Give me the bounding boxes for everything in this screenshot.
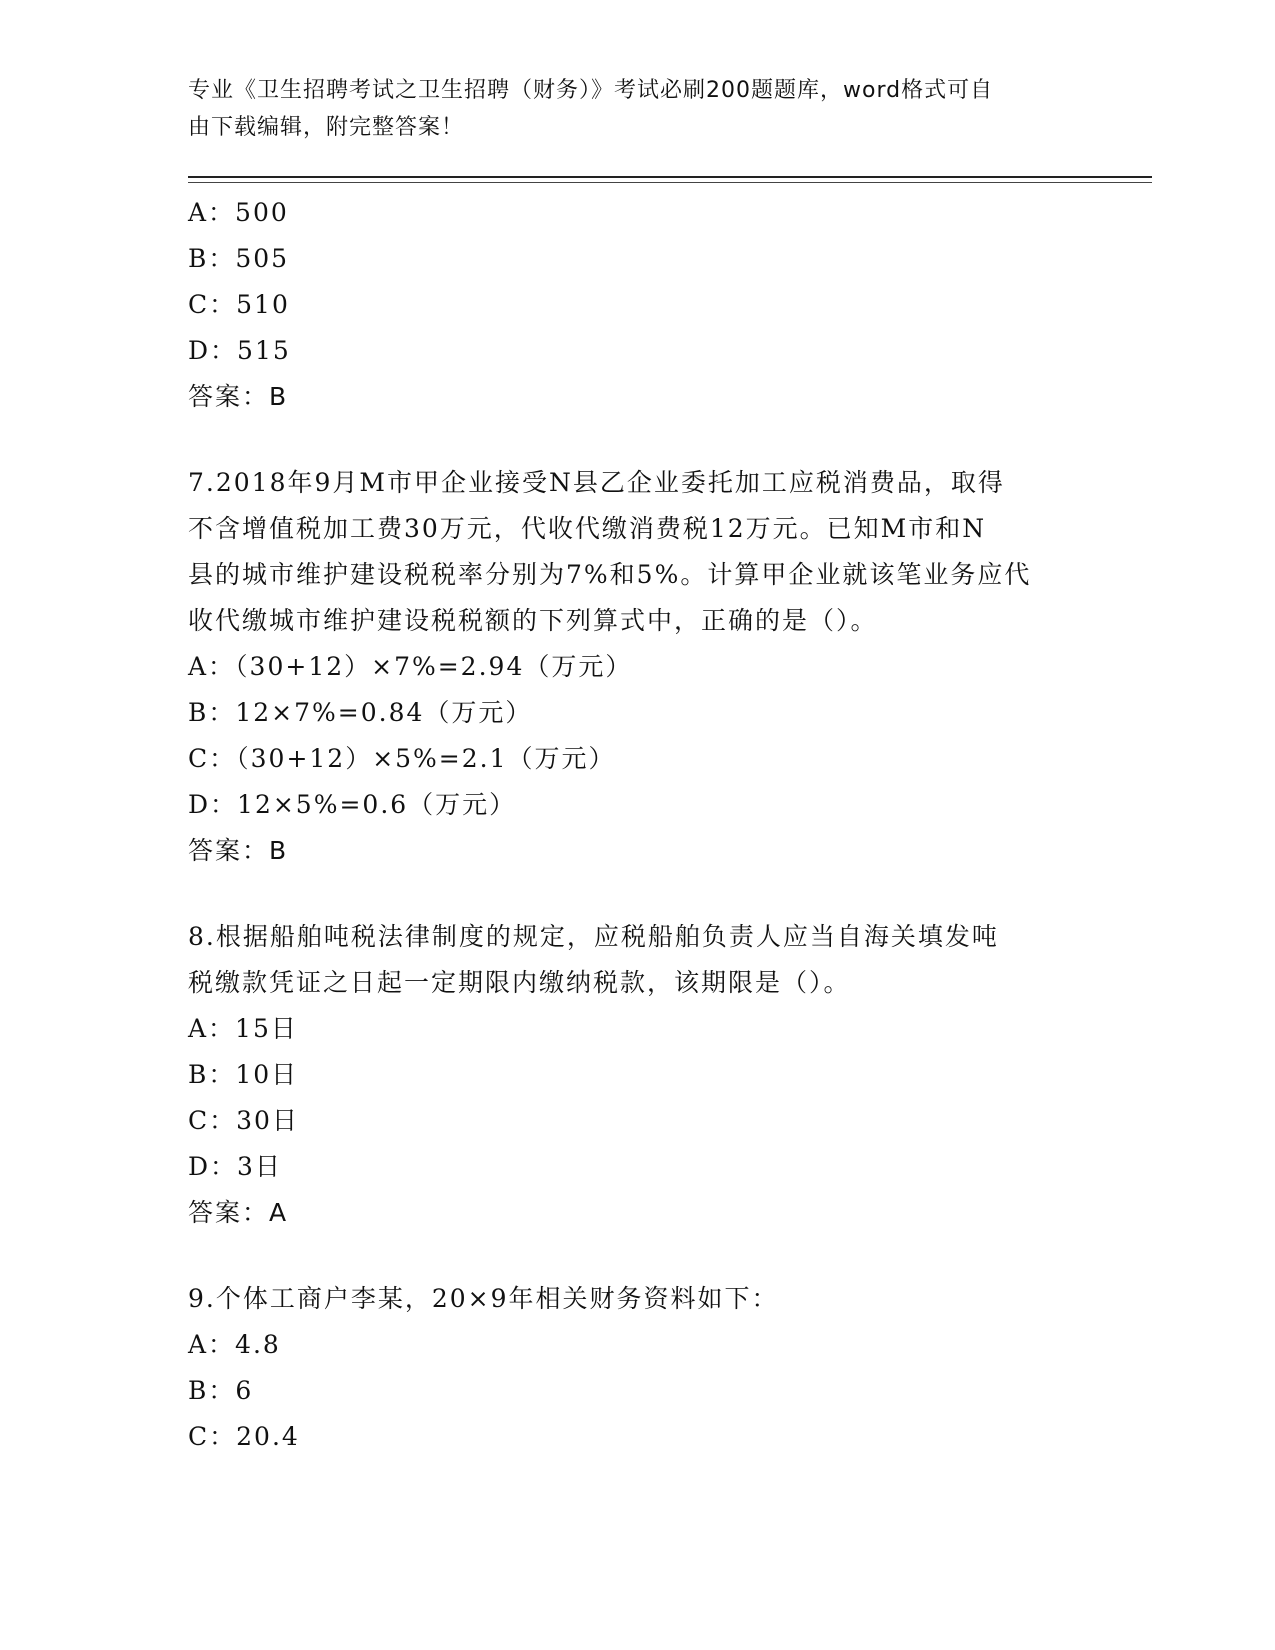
option-a: A：（30+12）×7%=2.94（万元） bbox=[188, 652, 633, 681]
answer: 答案：B bbox=[188, 382, 289, 411]
option-a: A：4.8 bbox=[188, 1330, 281, 1359]
option-a: A：500 bbox=[188, 198, 289, 227]
option-d: D：3日 bbox=[188, 1152, 282, 1181]
header-divider-thin bbox=[188, 182, 1152, 183]
question-text-line: 不含增值税加工费30万元，代收代缴消费税12万元。已知M市和N bbox=[188, 514, 987, 543]
header-line-1: 专业《卫生招聘考试之卫生招聘（财务）》考试必刷200题题库，word格式可自 bbox=[188, 78, 994, 103]
option-b: B：12×7%=0.84（万元） bbox=[188, 698, 533, 727]
spacer bbox=[188, 1236, 1088, 1276]
option-a: A：15日 bbox=[188, 1014, 298, 1043]
option-b: B：6 bbox=[188, 1376, 254, 1405]
question-9 bbox=[188, 1276, 1088, 1460]
document-header bbox=[188, 72, 1068, 146]
answer: 答案：A bbox=[188, 1198, 289, 1227]
option-b: B：505 bbox=[188, 244, 290, 273]
answer: 答案：B bbox=[188, 836, 289, 865]
option-c: C：（30+12）×5%=2.1（万元） bbox=[188, 744, 616, 773]
question-text-line: 7.2018年9月M市甲企业接受N县乙企业委托加工应税消费品，取得 bbox=[188, 468, 1005, 497]
header-line-2: 由下载编辑，附完整答案！ bbox=[188, 115, 465, 140]
spacer bbox=[188, 874, 1088, 914]
option-c: C：20.4 bbox=[188, 1422, 300, 1451]
question-text-line: 收代缴城市维护建设税税额的下列算式中，正确的是（）。 bbox=[188, 606, 878, 635]
option-c: C：510 bbox=[188, 290, 290, 319]
question-text-line: 9.个体工商户李某，20×9年相关财务资料如下： bbox=[188, 1284, 779, 1313]
question-text-line: 8.根据船舶吨税法律制度的规定，应税船舶负责人应当自海关填发吨 bbox=[188, 922, 999, 951]
question-8 bbox=[188, 914, 1088, 1236]
question-text-line: 税缴款凭证之日起一定期限内缴纳税款，该期限是（）。 bbox=[188, 968, 851, 997]
question-text-line: 县的城市维护建设税税率分别为7%和5%。计算甲企业就该笔业务应代 bbox=[188, 560, 1032, 589]
header-divider-thick bbox=[188, 176, 1152, 178]
option-b: B：10日 bbox=[188, 1060, 299, 1089]
question-7 bbox=[188, 460, 1088, 874]
option-d: D：12×5%=0.6（万元） bbox=[188, 790, 517, 819]
option-c: C：30日 bbox=[188, 1106, 299, 1135]
document-body bbox=[188, 190, 1088, 1460]
option-d: D：515 bbox=[188, 336, 291, 365]
question-6-continued bbox=[188, 190, 1088, 420]
spacer bbox=[188, 420, 1088, 460]
